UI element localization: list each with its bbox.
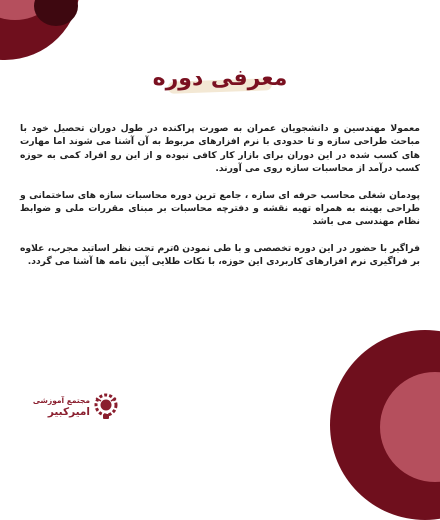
paragraph-intro: معمولا مهندسین و دانشجویان عمران به صورت پراکنده در طول دوران تحصیل خود با مباحث طراحی سازه و تا حدودی با نرم افزارهای مربوط به آن آشنا می شوند اما مهارت های کسب شده در این دوران برای بازار کار کافی نبوده و از این رو افراد کمی به حوزه کسب درآمد از محاسبات سازه روی می آورند. bbox=[20, 123, 420, 175]
course-description bbox=[20, 122, 420, 282]
amirkabir-logo bbox=[32, 392, 122, 422]
gear-bulb-icon bbox=[92, 392, 120, 422]
logo-line-2: امیرکبیر bbox=[47, 406, 90, 418]
page-title: معرفی دوره bbox=[152, 66, 288, 91]
logo-text bbox=[32, 396, 90, 419]
paragraph-learner: فراگیر با حضور در این دوره تخصصی و با طی نمودن ۵ترم تحت نظر اساتید مجرب، علاوه بر فراگیری نرم افزارهای کاربردی این حوزه، با نکات طلایی آیین نامه ها آشنا می گردد. bbox=[20, 242, 420, 268]
logo-line-1: مجتمع آموزشی bbox=[32, 396, 90, 405]
paragraph-course: پودمان شغلی محاسب حرفه ای سازه ، جامع ترین دوره محاسبات سازه های ساختمانی و طراحی بهینه به همراه تهیه نقشه و دفترچه محاسبات بر مبنای مقررات ملی و ضوابط نظام مهندسی می باشد bbox=[20, 189, 420, 228]
